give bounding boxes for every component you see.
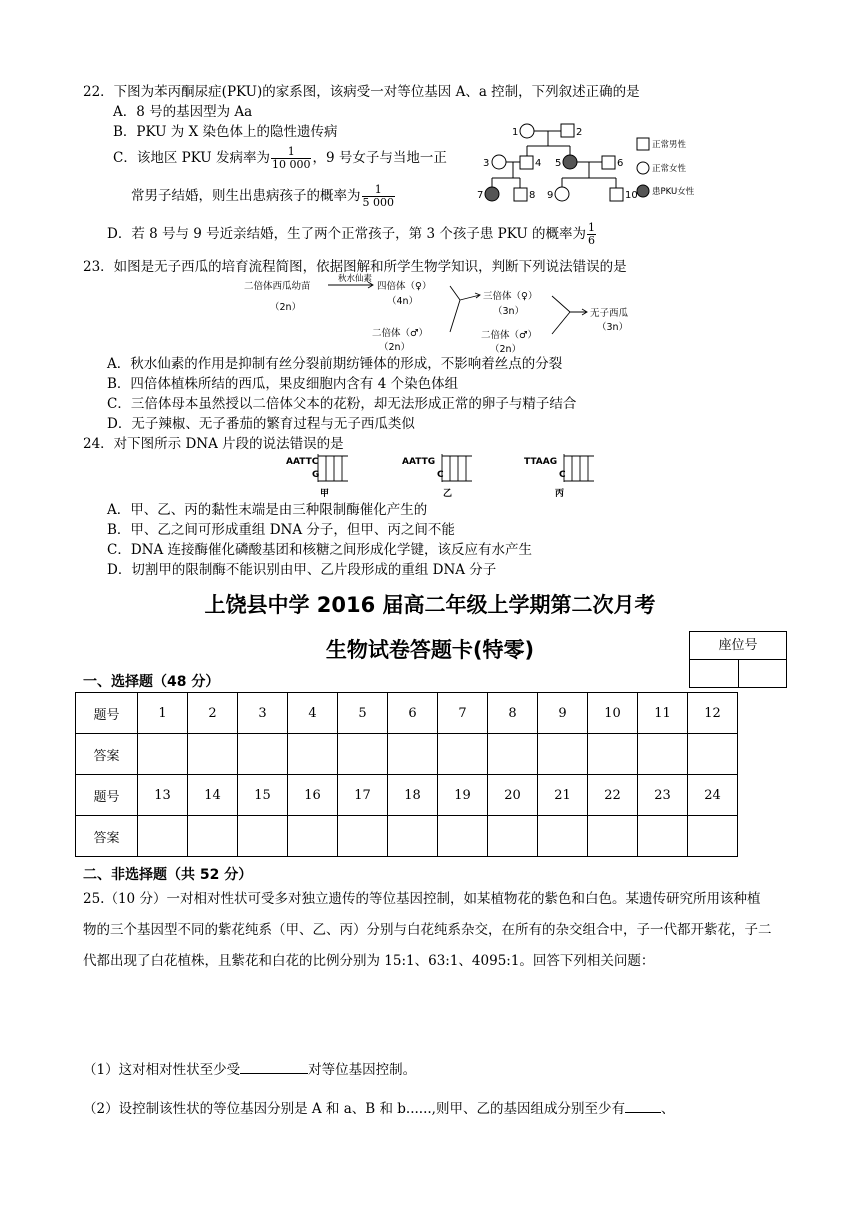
flow-triploid: 三倍体（♀） (483, 291, 538, 302)
individual-1 (520, 124, 534, 138)
q25-paragraph: 25.（10 分）一对相对性状可受多对独立遗传的等位基因控制，如某植物花的紫色和白色。某遗传研究所用该种植物的三个基因型不同的紫花纯系（甲、乙、丙）分别与白花纯系杂交，在所有的杂交组合中，子一代都开紫花，子二代都出现了白花植株，且紫花和白花的比例分别为 15:1、63:1、4095:1。回答下列相关问题： (83, 891, 772, 969)
answer-cell[interactable] (288, 816, 338, 857)
flow-tetraploid-ploidy: （4n） (387, 296, 419, 307)
q23-stem: 23．如图是无子西瓜的培育流程简图，依据图解和所学生物学知识，判断下列说法错误的是 (83, 259, 627, 275)
table-row (76, 816, 738, 857)
answer-cell[interactable] (188, 816, 238, 857)
individual-3 (492, 155, 506, 169)
pedigree-diagram (470, 112, 710, 212)
answer-cell[interactable] (138, 816, 188, 857)
fragment-jia-bottom: G (312, 470, 320, 480)
fragment-yi-name: 乙 (443, 489, 453, 499)
answer-cell[interactable] (488, 816, 538, 857)
q22-c2-text: 常男子结婚，则生出患病孩子的概率为 (131, 188, 361, 204)
label-10: 10 (625, 190, 638, 201)
q25-sub2 (83, 1098, 674, 1119)
question-number: 5 (338, 693, 388, 734)
fraction (587, 222, 596, 247)
flow-colchicine-label: 秋水仙素 (338, 274, 373, 284)
answer-cell[interactable] (288, 734, 338, 775)
individual-4 (520, 156, 533, 169)
section-nonchoice-title: 二、非选择题（共 52 分） (83, 867, 253, 883)
q25-sub2-text: （2）设控制该性状的等位基因分别是 A 和 a、B 和 b......,则甲、乙的基因组成分别至少有 (83, 1101, 625, 1117)
label-9: 9 (547, 190, 554, 201)
row-label: 题号 (76, 693, 138, 734)
fraction (362, 184, 396, 209)
label-4: 4 (535, 158, 542, 169)
answer-cell[interactable] (638, 816, 688, 857)
answer-cell[interactable] (238, 734, 288, 775)
fragment-yi-top: AATTG (402, 457, 436, 467)
answer-cell[interactable] (638, 734, 688, 775)
question-number: 23 (638, 775, 688, 816)
q22-stem: 22．下图为苯丙酮尿症(PKU)的家系图，该病受一对等位基因 A、a 控制，下列叙述正确的是 (83, 84, 640, 100)
sheet-subtitle: 生物试卷答题卡(特零) (325, 638, 535, 662)
answer-cell[interactable] (438, 734, 488, 775)
question-number: 21 (538, 775, 588, 816)
q25-sub1 (83, 1059, 416, 1080)
q22-d-text: D．若 8 号与 9 号近亲结婚，生了两个正常孩子，第 3 个孩子患 PKU 的概率为 (107, 226, 586, 242)
answer-cell[interactable] (138, 734, 188, 775)
answer-cell[interactable] (338, 816, 388, 857)
row-label: 答案 (76, 734, 138, 775)
label-7: 7 (477, 190, 484, 201)
question-number: 1 (138, 693, 188, 734)
answer-cell[interactable] (588, 734, 638, 775)
fragment-bing-name: 丙 (555, 489, 565, 499)
q22-option-a: A．8 号的基因型为 Aa (113, 104, 253, 120)
question-number: 6 (388, 693, 438, 734)
question-number: 12 (688, 693, 738, 734)
question-number: 20 (488, 775, 538, 816)
answer-cell[interactable] (238, 816, 288, 857)
fragment-yi-bottom: C (437, 470, 444, 480)
question-number: 3 (238, 693, 288, 734)
question-number: 9 (538, 693, 588, 734)
question-number: 11 (638, 693, 688, 734)
question-number: 22 (588, 775, 638, 816)
table-row (76, 693, 738, 734)
section-choice-title: 一、选择题（48 分） (83, 674, 220, 690)
label-5: 5 (555, 158, 562, 169)
dna-fragments-diagram (280, 452, 610, 502)
label-8: 8 (529, 190, 536, 201)
individual-9 (555, 187, 569, 201)
row-label: 题号 (76, 775, 138, 816)
fragment-bing-bottom: C (559, 470, 566, 480)
q23-option-d: D．无子辣椒、无子番茄的繁育过程与无子西瓜类似 (107, 416, 415, 432)
fraction-num: 1 (362, 184, 396, 197)
q25-sub1-tail: 对等位基因控制。 (308, 1062, 417, 1078)
individual-8 (514, 188, 527, 201)
individual-2 (561, 124, 574, 137)
q24-option-c: C．DNA 连接酶催化磷酸基团和核糖之间形成化学键，该反应有水产生 (107, 542, 533, 558)
label-3: 3 (483, 158, 490, 169)
q23-option-a: A．秋水仙素的作用是抑制有丝分裂前期纺锤体的形成，不影响着丝点的分裂 (107, 356, 563, 372)
individual-7 (485, 187, 499, 201)
answer-cell[interactable] (538, 816, 588, 857)
fraction-den: 10 000 (271, 158, 311, 171)
table-row (76, 775, 738, 816)
flow-diploid-male-2-ploidy: （2n） (490, 344, 522, 355)
fraction (271, 146, 312, 171)
q22-option-c-line2 (131, 184, 396, 209)
legend-male-icon (637, 138, 649, 150)
question-number: 15 (238, 775, 288, 816)
seat-cell[interactable] (739, 660, 787, 687)
answer-cell[interactable] (188, 734, 238, 775)
question-number: 4 (288, 693, 338, 734)
q22-option-b: B．PKU 为 X 染色体上的隐性遗传病 (113, 124, 338, 140)
answer-cell[interactable] (538, 734, 588, 775)
table-row (76, 734, 738, 775)
q24-option-d: D．切割甲的限制酶不能识别由甲、乙片段形成的重组 DNA 分子 (107, 562, 497, 578)
question-number: 19 (438, 775, 488, 816)
answer-table (75, 692, 738, 857)
q22-option-d (107, 222, 597, 247)
answer-blank[interactable] (240, 1059, 308, 1074)
label-2: 2 (576, 127, 583, 138)
fraction-num: 1 (271, 146, 312, 159)
q22-c-tail: ，9 号女子与当地一正 (312, 150, 447, 166)
answer-blank[interactable] (625, 1098, 661, 1113)
flow-seedless-ploidy: （3n） (597, 322, 629, 333)
individual-6 (602, 156, 615, 169)
q24-option-b: B．甲、乙之间可形成重组 DNA 分子，但甲、丙之间不能 (107, 522, 455, 538)
fraction-num: 1 (588, 221, 595, 234)
question-number: 8 (488, 693, 538, 734)
individual-10 (610, 188, 623, 201)
fraction-den: 5 000 (362, 196, 394, 209)
legend-female-icon (637, 162, 649, 174)
q24-option-a: A．甲、乙、丙的黏性末端是由三种限制酶催化产生的 (107, 502, 428, 518)
watermelon-flow-diagram (240, 272, 650, 356)
answer-cell[interactable] (688, 816, 738, 857)
legend-female-label: 正常女性 (652, 164, 687, 174)
flow-seedless-watermelon: 无子西瓜 (590, 308, 629, 319)
q23-option-b: B．四倍体植株所结的西瓜，果皮细胞内含有 4 个染色体组 (107, 376, 459, 392)
legend-male-label: 正常男性 (652, 140, 687, 150)
q22-c-text: C．该地区 PKU 发病率为 (113, 150, 270, 166)
seat-number-label: 座位号 (690, 632, 786, 660)
legend-affected-label: 患PKU女性 (652, 187, 695, 197)
q22-option-c (113, 146, 447, 171)
question-number: 10 (588, 693, 638, 734)
q24-stem: 24．对下图所示 DNA 片段的说法错误的是 (83, 436, 344, 452)
q25-sub2-tail: 、 (660, 1101, 675, 1117)
fragment-jia-name: 甲 (320, 489, 330, 499)
flow-diploid-male-ploidy: （2n） (379, 342, 411, 353)
question-number: 7 (438, 693, 488, 734)
individual-5 (563, 155, 577, 169)
seat-number-box (689, 631, 787, 688)
seat-cell[interactable] (690, 660, 739, 687)
answer-cell[interactable] (338, 734, 388, 775)
fragment-jia-top: AATTC (286, 457, 319, 467)
flow-diploid-male: 二倍体（♂） (372, 328, 429, 339)
question-number: 14 (188, 775, 238, 816)
answer-cell[interactable] (388, 734, 438, 775)
q23-option-c: C．三倍体母本虽然授以二倍体父本的花粉，却无法形成正常的卵子与精子结合 (107, 396, 577, 412)
question-number: 2 (188, 693, 238, 734)
question-number: 17 (338, 775, 388, 816)
answer-cell[interactable] (488, 734, 538, 775)
fragment-bing-top: TTAAG (524, 457, 558, 467)
legend-affected-icon (637, 185, 649, 197)
answer-cell[interactable] (688, 734, 738, 775)
flow-triploid-ploidy: （3n） (493, 306, 525, 317)
question-number: 24 (688, 775, 738, 816)
flow-diploid-ploidy: （2n） (270, 302, 302, 313)
answer-cell[interactable] (588, 816, 638, 857)
question-number: 18 (388, 775, 438, 816)
answer-cell[interactable] (438, 816, 488, 857)
label-6: 6 (617, 158, 624, 169)
fraction-den: 6 (588, 234, 595, 247)
row-label: 答案 (76, 816, 138, 857)
sheet-title: 上饶县中学 2016 届高二年级上学期第二次月考 (204, 593, 656, 617)
flow-tetraploid: 四倍体（♀） (377, 281, 432, 292)
flow-diploid-male-2: 二倍体（♂） (481, 330, 538, 341)
question-number: 13 (138, 775, 188, 816)
label-1: 1 (512, 127, 519, 138)
q25-sub1-text: （1）这对相对性状至少受 (83, 1062, 241, 1078)
question-number: 16 (288, 775, 338, 816)
answer-cell[interactable] (388, 816, 438, 857)
flow-diploid-seedling: 二倍体西瓜幼苗 (244, 281, 311, 292)
